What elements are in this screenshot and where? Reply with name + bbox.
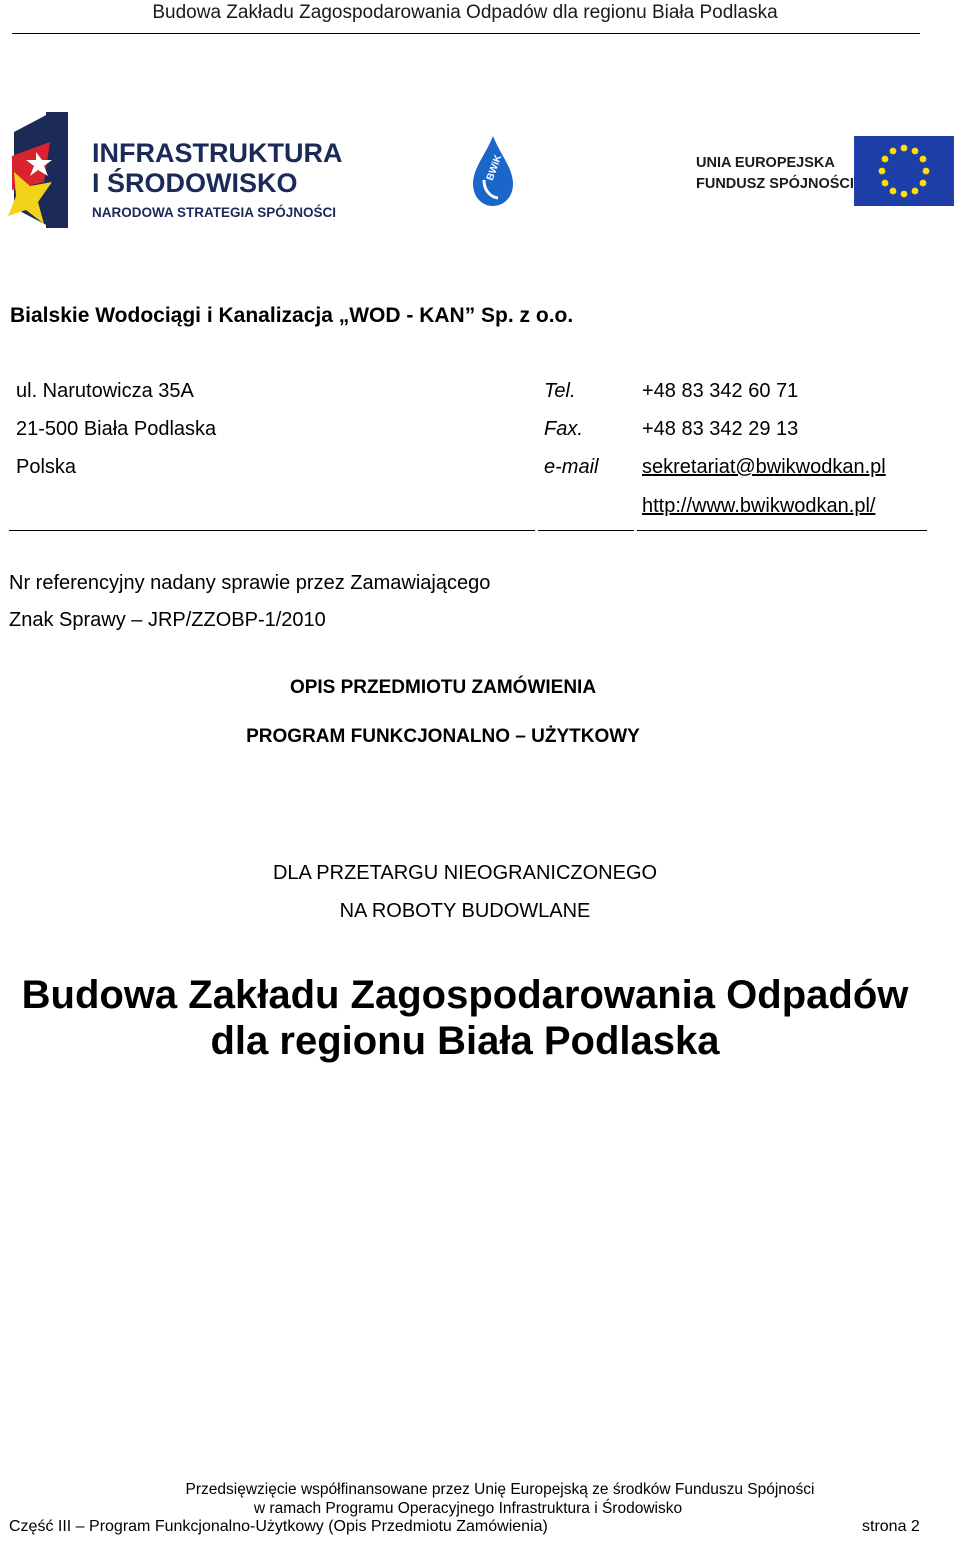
- infrastruktura-line2: I ŚRODOWISKO: [92, 168, 298, 198]
- eu-logo: [694, 136, 956, 208]
- tel-value: +48 83 342 60 71: [642, 380, 799, 402]
- email-label: e-mail: [544, 456, 599, 478]
- bwik-logo: [470, 134, 516, 208]
- infrastruktura-logo-text: [92, 140, 342, 220]
- subheading-roboty: NA ROBOTY BUDOWLANE: [339, 900, 591, 922]
- address-city: 21-500 Biała Podlaska: [16, 418, 217, 440]
- address-rule-right: [637, 530, 927, 531]
- footer-cofinance-line1: Przedsięwzięcie współfinansowane przez Unię Europejską ze środków Funduszu Spójności: [185, 1481, 815, 1498]
- eu-logo-text: [696, 156, 854, 191]
- footer-part-title: Część III – Program Funkcjonalno-Użytkowy (Opis Przedmiotu Zamówienia): [9, 1518, 548, 1535]
- infrastruktura-emblem-icon: [8, 112, 88, 228]
- heading-opis: OPIS PRZEDMIOTU ZAMÓWIENIA: [289, 677, 597, 698]
- reference-line2: Znak Sprawy – JRP/ZZOBP-1/2010: [9, 609, 326, 631]
- infrastruktura-line3: NARODOWA STRATEGIA SPÓJNOŚCI: [92, 205, 337, 220]
- running-header: Budowa Zakładu Zagospodarowania Odpadów dla regionu Biała Podlaska: [152, 2, 778, 23]
- email-link[interactable]: sekretariat@bwikwodkan.pl: [642, 456, 886, 478]
- water-drop-icon: [470, 134, 516, 208]
- header-rule: [12, 33, 920, 34]
- eu-flag-icon: [854, 136, 954, 206]
- fax-value: +48 83 342 29 13: [642, 418, 799, 440]
- address-rule-left: [9, 530, 535, 531]
- eu-stars-icon: [854, 136, 954, 206]
- website-link[interactable]: http://www.bwikwodkan.pl/: [642, 495, 876, 517]
- document-title-line1: Budowa Zakładu Zagospodarowania Odpadów: [21, 973, 909, 1017]
- company-name: Bialskie Wodociągi i Kanalizacja „WOD - KAN” Sp. z o.o.: [10, 304, 574, 327]
- address-rule-middle: [538, 530, 634, 531]
- fax-label: Fax.: [544, 418, 583, 440]
- subheading-przetarg: DLA PRZETARGU NIEOGRANICZONEGO: [272, 862, 658, 884]
- address-street: ul. Narutowicza 35A: [16, 380, 194, 402]
- infrastruktura-line1: INFRASTRUKTURA: [92, 138, 343, 168]
- heading-program: PROGRAM FUNKCJONALNO – UŻYTKOWY: [246, 726, 640, 747]
- tel-label: Tel.: [544, 380, 576, 402]
- infrastruktura-logo: [8, 112, 343, 228]
- address-country: Polska: [16, 456, 77, 478]
- footer-page-number: strona 2: [862, 1518, 920, 1535]
- reference-line1: Nr referencyjny nadany sprawie przez Zamawiającego: [9, 572, 491, 594]
- eu-line1: UNIA EUROPEJSKA: [696, 155, 835, 171]
- eu-line2: FUNDUSZ SPÓJNOŚCI: [696, 175, 854, 192]
- footer-cofinance-line2: w ramach Programu Operacyjnego Infrastruktura i Środowisko: [253, 1500, 683, 1517]
- bwik-label: BWiK: [484, 153, 505, 183]
- document-title-line2: dla regionu Biała Podlaska: [210, 1019, 720, 1063]
